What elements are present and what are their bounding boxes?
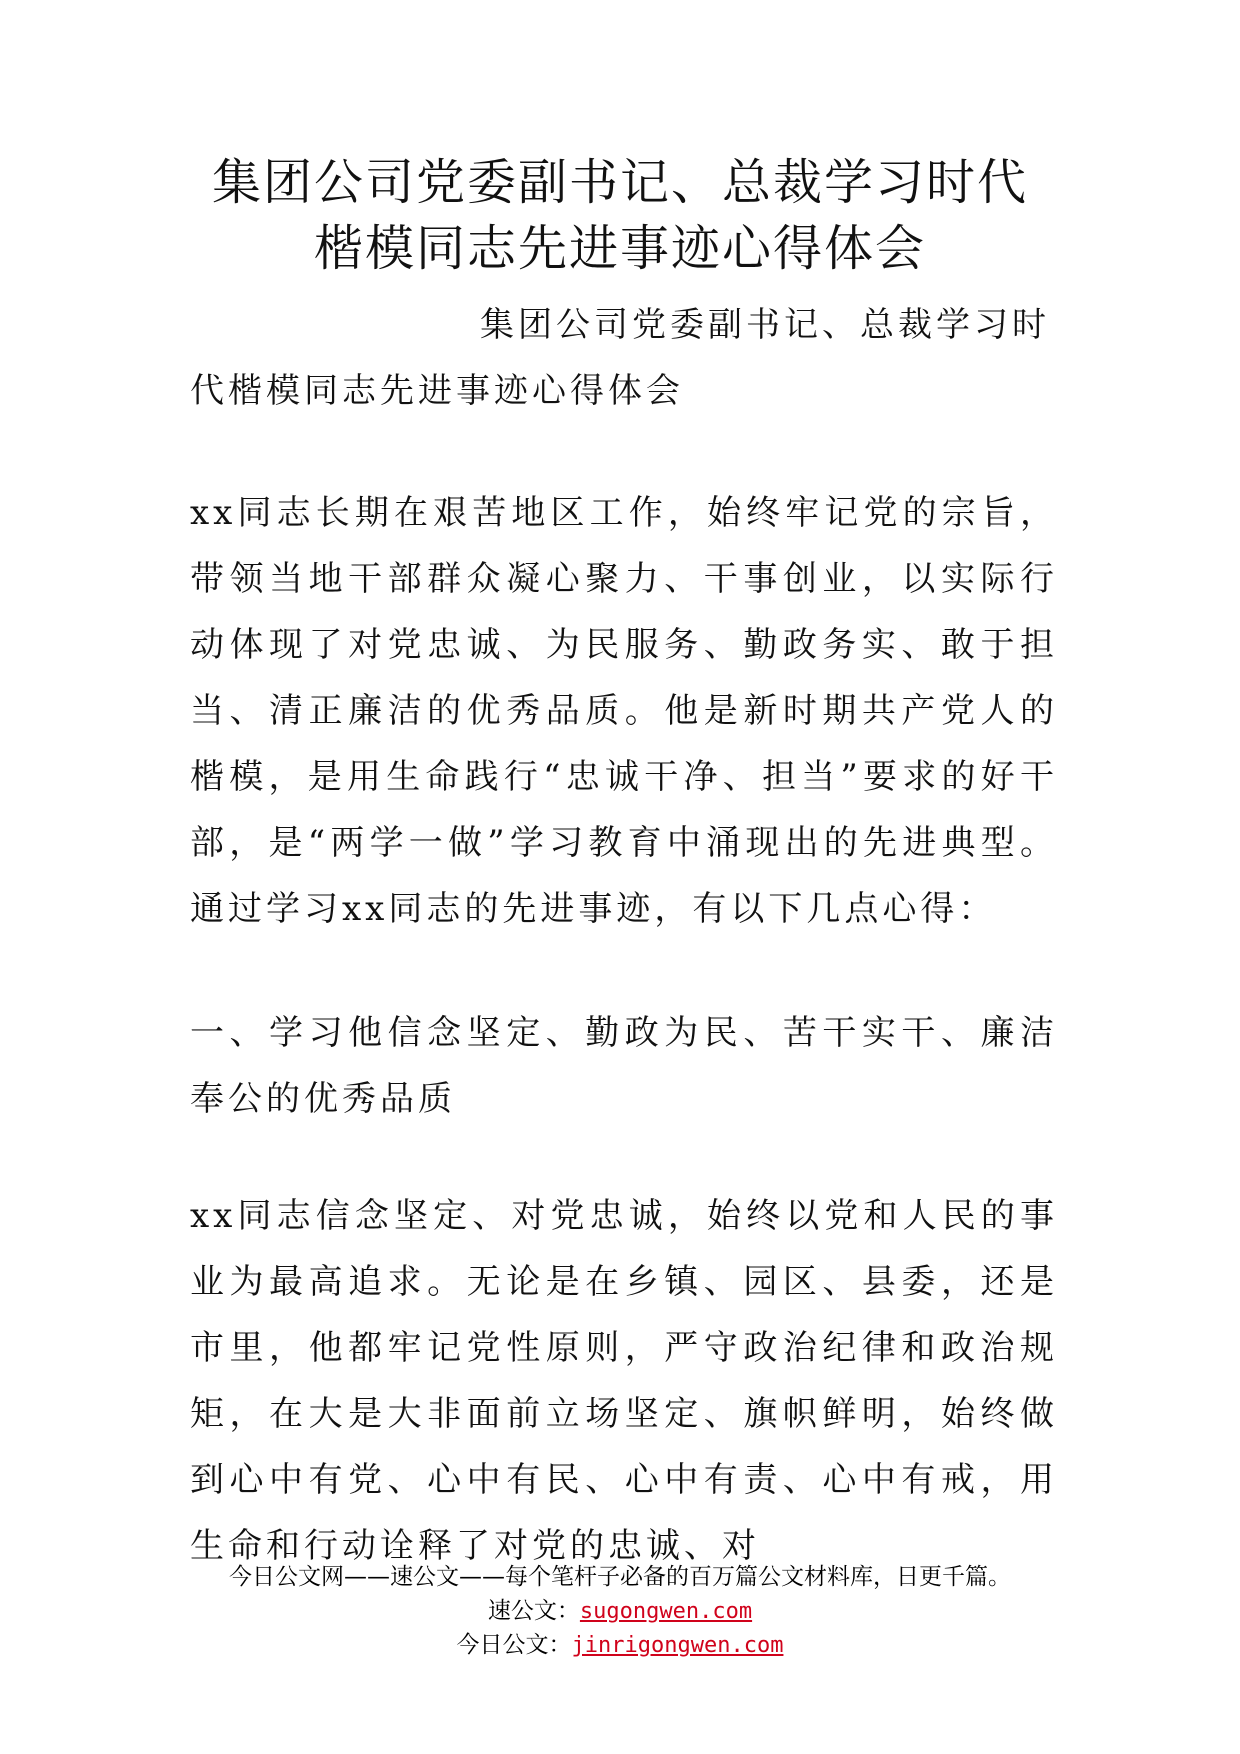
footer-link-row-1	[0, 1594, 1240, 1629]
body-paragraph-1: xx同志长期在艰苦地区工作，始终牢记党的宗旨，带领当地干部群众凝心聚力、干事创业，以实际行动体现了对党忠诚、为民服务、勤政务实、敢于担当、清正廉洁的优秀品质。他是新时期共产党人的楷模，是用生命践行“忠诚干净、担当”要求的好干部，是“两学一做”学习教育中涌现出的先进典型。通过学习xx同志的先进事迹，有以下几点心得：	[190, 493, 1058, 929]
section-heading-1: 一、学习他信念坚定、勤政为民、苦干实干、廉洁奉公的优秀品质	[190, 1013, 1058, 1119]
footer-promo-text: 今日公文网——速公文——每个笔杆子必备的百万篇公文材料库，日更千篇。	[229, 1564, 1011, 1590]
document-title: 集团公司党委副书记、总裁学习时代楷模同志先进事迹心得体会	[211, 154, 1028, 277]
sugongwen-link[interactable]: sugongwen.com	[579, 1599, 753, 1624]
document-subtitle: 集团公司党委副书记、总裁学习时代楷模同志先进事迹心得体会	[190, 305, 1050, 411]
jinrigongwen-link[interactable]: jinrigongwen.com	[571, 1633, 784, 1658]
body-paragraph-2: xx同志信念坚定、对党忠诚，始终以党和人民的事业为最高追求。无论是在乡镇、园区、县委，还是市里，他都牢记党性原则，严守政治纪律和政治规矩，在大是大非面前立场坚定、旗帜鲜明，始终做到心中有党、心中有民、心中有责、心中有戒，用生命和行动诠释了对党的忠诚、对	[190, 1196, 1058, 1566]
footer-link-label-1: 速公文：	[487, 1598, 580, 1624]
footer-link-row-2	[0, 1628, 1240, 1663]
footer-link-label-2: 今日公文：	[456, 1632, 572, 1658]
